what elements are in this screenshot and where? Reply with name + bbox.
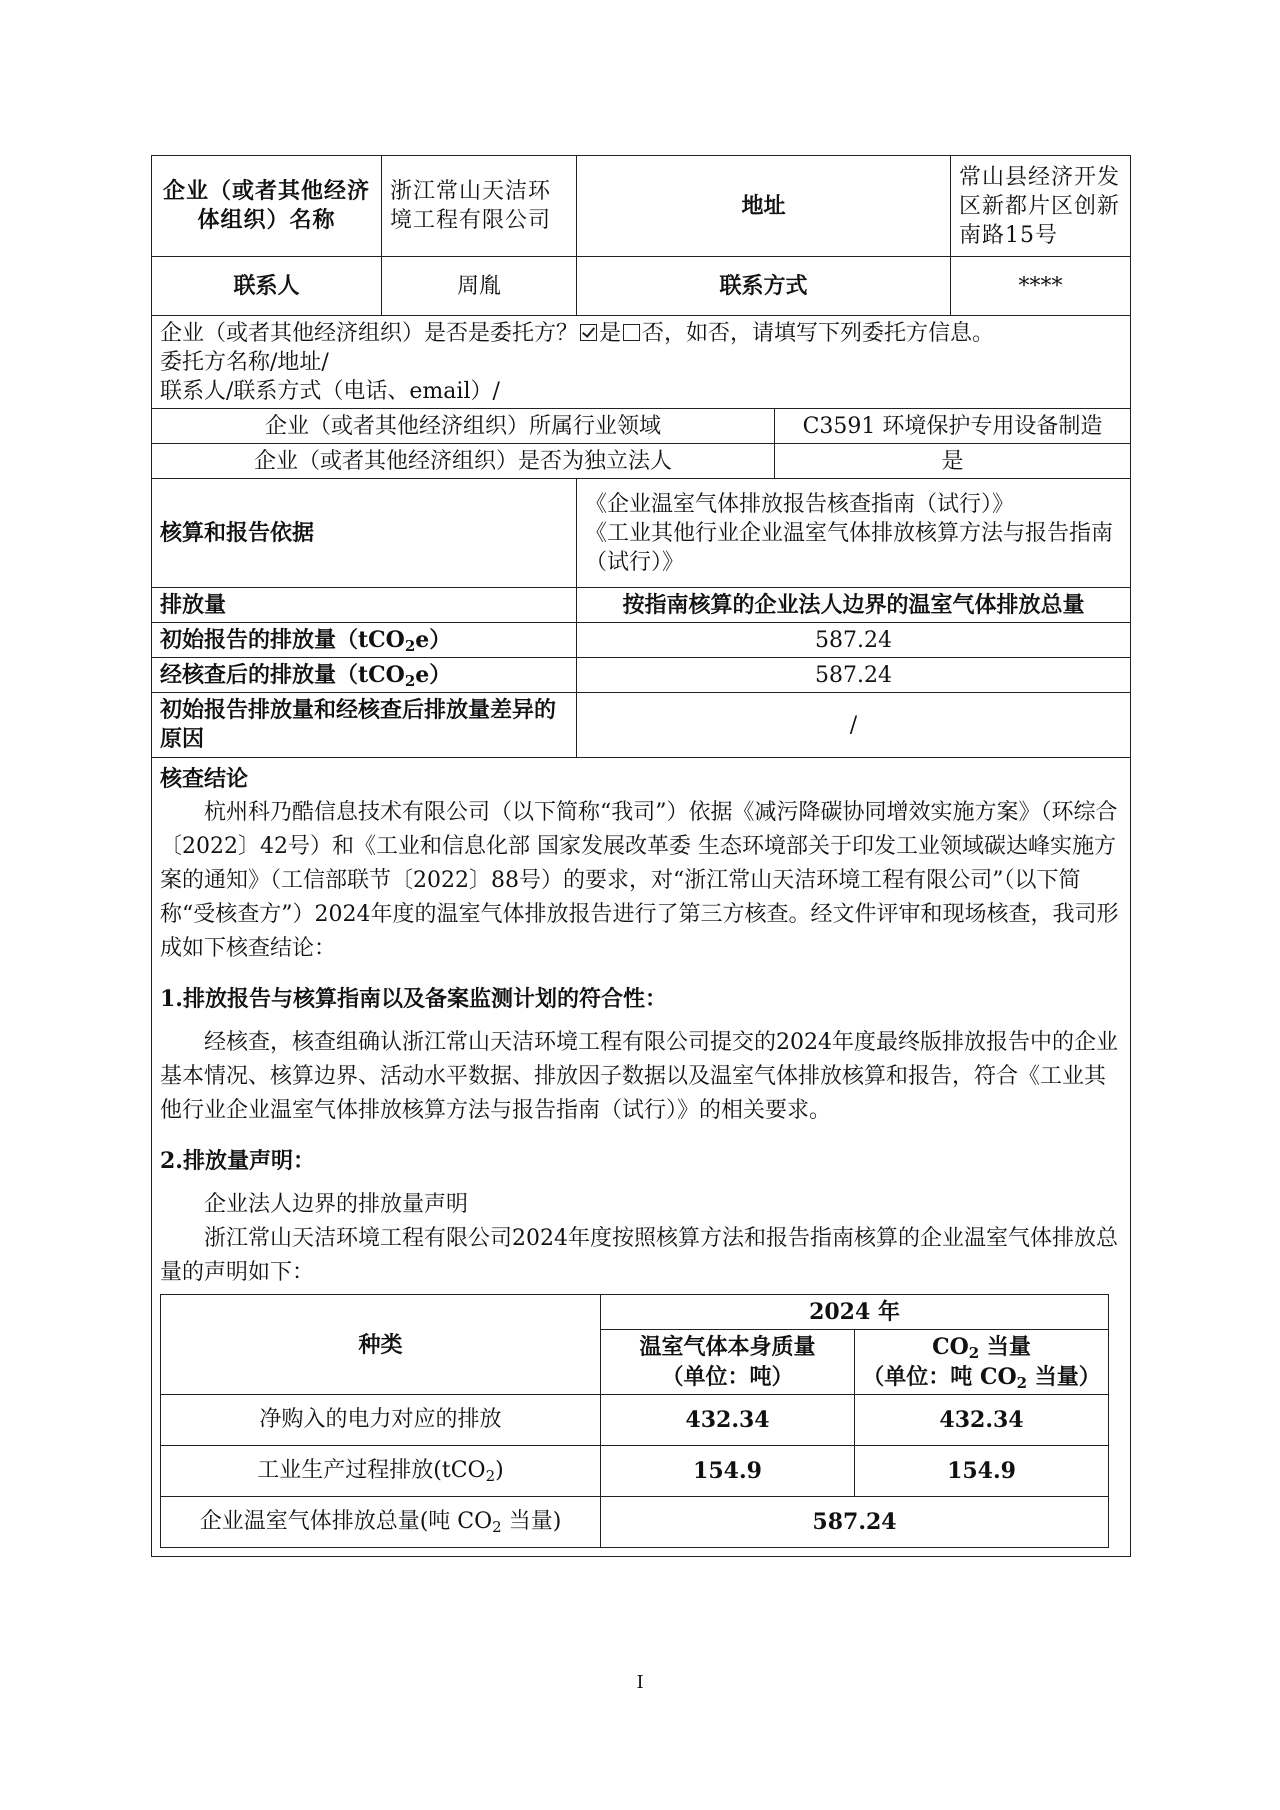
- basis-line-1: 《企业温室气体排放报告核查指南（试行）》: [585, 491, 1015, 517]
- row-process-pre: 工业生产过程排放(tCO: [257, 1458, 486, 1483]
- diff-reason-value: /: [577, 693, 1131, 758]
- industry-value: C3591 环境保护专用设备制造: [775, 409, 1131, 444]
- col-co2-line-2: [861, 1362, 1102, 1392]
- org-name-value: 浙江常山天洁环境工程有限公司: [382, 156, 577, 257]
- checkbox-yes-icon[interactable]: [580, 324, 597, 341]
- col-mass-line-2: （单位：吨）: [661, 1364, 794, 1390]
- verified-label-post: e）: [415, 661, 452, 688]
- checkbox-no-icon[interactable]: [623, 324, 640, 341]
- initial-emission-value: 587.24: [577, 623, 1131, 658]
- legal-person-label: 企业（或者其他经济组织）是否为独立法人: [152, 444, 775, 479]
- entrust-question: 企业（或者其他经济组织）是否是委托方？: [160, 320, 579, 346]
- diff-reason-label: 初始报告排放量和经核查后排放量差异的原因: [152, 693, 577, 758]
- entrust-question-line: [160, 319, 1122, 348]
- contact-label: 联系人: [152, 257, 382, 316]
- total-label: [161, 1497, 601, 1548]
- row-process-mass: 154.9: [601, 1446, 855, 1497]
- total-post: 当量): [501, 1509, 562, 1534]
- initial-label-sub: 2: [404, 636, 416, 655]
- year-header: 2024 年: [601, 1295, 1109, 1330]
- entrust-cell: [152, 316, 1131, 409]
- conclusion-cell: [152, 758, 1131, 1557]
- row-electricity-co2: 432.34: [855, 1395, 1109, 1446]
- entrust-contact-line: 联系人/联系方式（电话、email）/: [160, 378, 500, 404]
- row-electricity-mass: 432.34: [601, 1395, 855, 1446]
- address-label: 地址: [577, 156, 951, 257]
- col-co2-post: 当量: [979, 1334, 1031, 1360]
- contact-value: 周胤: [382, 257, 577, 316]
- contact-method-value: ****: [951, 257, 1131, 316]
- verification-table: [151, 155, 1131, 1557]
- org-name-label: 企业（或者其他经济体组织）名称: [152, 156, 382, 257]
- col-co2-sub: 2: [968, 1344, 980, 1362]
- section-2-line-1: 企业法人边界的排放量声明: [204, 1192, 469, 1217]
- col-co2-line-1: [861, 1332, 1102, 1362]
- row-process-post: ): [495, 1458, 504, 1483]
- col-co2-unit-post: 当量）: [1027, 1364, 1101, 1390]
- page-number: I: [636, 1672, 644, 1693]
- col-co2-unit-pre: （单位：吨 CO: [862, 1364, 1017, 1390]
- emission-summary-table: [160, 1294, 1109, 1548]
- contact-method-label: 联系方式: [577, 257, 951, 316]
- basis-value: [577, 479, 1131, 588]
- initial-label-post: e）: [415, 626, 452, 653]
- col-co2-unit-sub: 2: [1016, 1374, 1028, 1392]
- entrust-no-label: 否，如否，请填写下列委托方信息。: [642, 320, 995, 346]
- entrust-name-line: 委托方名称/地址/: [160, 349, 329, 375]
- legal-person-value: 是: [775, 444, 1131, 479]
- initial-emission-label: [152, 623, 577, 658]
- basis-label: 核算和报告依据: [152, 479, 577, 588]
- row-process-sub: 2: [485, 1467, 496, 1485]
- col-co2-pre: CO: [932, 1334, 969, 1360]
- conclusion-title: 核查结论: [160, 766, 249, 792]
- table-row: [161, 1395, 1109, 1446]
- address-value: 常山县经济开发区新都片区创新南路15号: [951, 156, 1131, 257]
- emission-label: 排放量: [152, 588, 577, 623]
- verified-emission-value: 587.24: [577, 658, 1131, 693]
- verified-emission-label: [152, 658, 577, 693]
- conclusion-intro: 杭州科乃酷信息技术有限公司（以下简称“我司”）依据《减污降碳协同增效实施方案》（环综合〔2022〕42号）和《工业和信息化部 国家发展改革委 生态环境部关于印发工业领域碳达峰实施方案的通知》（工信部联节〔2022〕88号）的要求，对“浙江常山天洁环境工程有限公司”（以下简称“受核查方”）2024年度的温室气体排放报告进行了第三方核查。经文件评审和现场核查，我司形成如下核查结论：: [160, 800, 1119, 961]
- col-mass-line-1: 温室气体本身质量: [639, 1334, 816, 1360]
- section-2-line-2: 浙江常山天洁环境工程有限公司2024年度按照核算方法和报告指南核算的企业温室气体排放总量的声明如下：: [160, 1226, 1118, 1285]
- table-row: [161, 1446, 1109, 1497]
- row-process-name: [161, 1446, 601, 1497]
- col-type-header: 种类: [161, 1295, 601, 1395]
- basis-line-2: 《工业其他行业企业温室气体排放核算方法与报告指南（试行）》: [585, 520, 1114, 575]
- row-process-co2: 154.9: [855, 1446, 1109, 1497]
- row-electricity-name: 净购入的电力对应的排放: [161, 1395, 601, 1446]
- total-sub: 2: [492, 1518, 502, 1536]
- section-2-title: 2.排放量声明：: [160, 1148, 315, 1174]
- section-1-text: 经核查，核查组确认浙江常山天洁环境工程有限公司提交的2024年度最终版排放报告中的企业基本情况、核算边界、活动水平数据、排放因子数据以及温室气体排放核算和报告，符合《工业其他行业企业温室气体排放核算方法与报告指南（试行）》的相关要求。: [160, 1030, 1118, 1123]
- initial-label-pre: 初始报告的排放量（tCO: [160, 626, 405, 653]
- verified-label-pre: 经核查后的排放量（tCO: [160, 661, 405, 688]
- col-mass-header: [601, 1330, 855, 1395]
- total-value: 587.24: [601, 1497, 1109, 1548]
- emission-value: 按指南核算的企业法人边界的温室气体排放总量: [577, 588, 1131, 623]
- section-1-title: 1.排放报告与核算指南以及备案监测计划的符合性：: [160, 986, 667, 1012]
- verified-label-sub: 2: [404, 671, 416, 690]
- table-row: [161, 1497, 1109, 1548]
- entrust-yes-label: 是: [599, 320, 622, 346]
- industry-label: 企业（或者其他经济组织）所属行业领域: [152, 409, 775, 444]
- col-co2-header: [855, 1330, 1109, 1395]
- total-pre: 企业温室气体排放总量(吨 CO: [199, 1509, 493, 1534]
